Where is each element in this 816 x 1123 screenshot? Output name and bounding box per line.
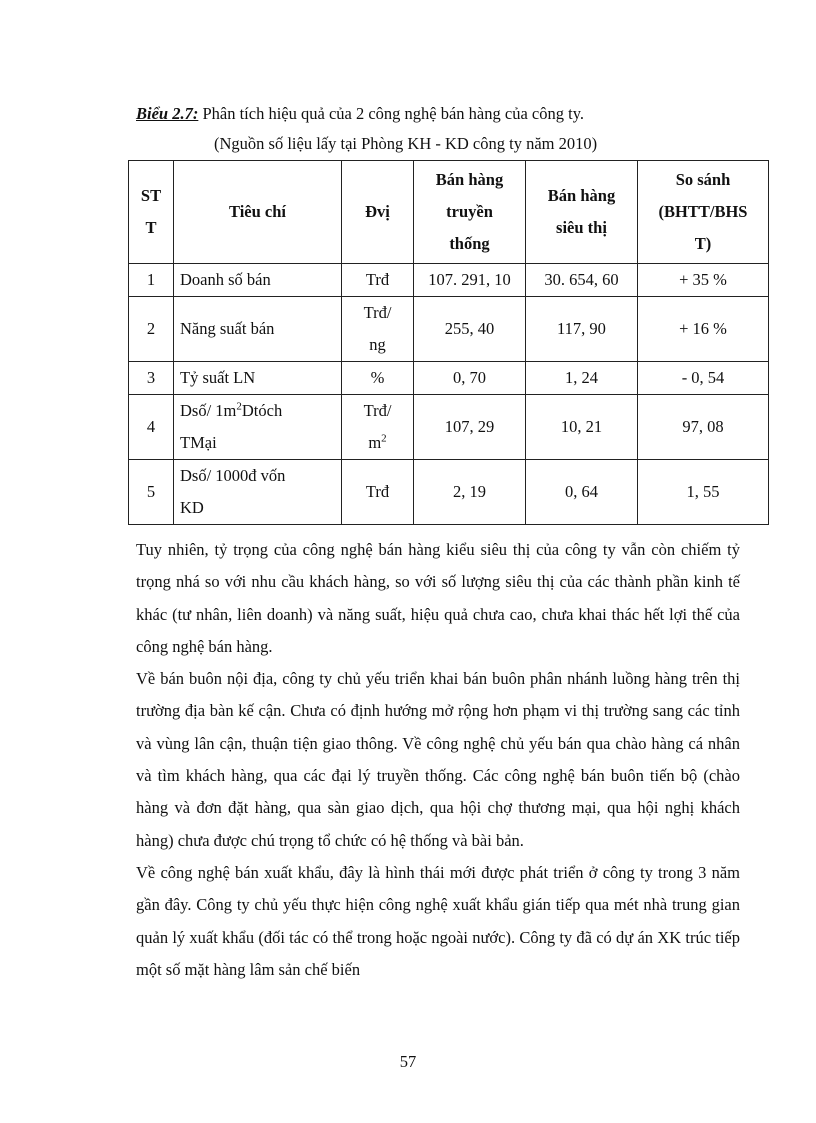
cell-sieu-thi: 10, 21: [526, 395, 638, 460]
comparison-table: [128, 160, 769, 525]
cell-truyen-thong: 0, 70: [414, 362, 526, 395]
cell-dvi: Trđ/ $m^2$: [342, 395, 414, 460]
cell-so-sanh: 97, 08: [638, 395, 769, 460]
header-tieu-chi: Tiêu chí: [174, 161, 342, 264]
cell-truyen-thong: 2, 19: [414, 460, 526, 525]
paragraph: Tuy nhiên, tỷ trọng của công nghệ bán hàng kiểu siêu thị của công ty vẫn còn chiếm tỷ trọng nhá so với nhu cầu khách hàng, so với số lượng siêu thị của các thành phần kinh tế khác (tư nhân, liên doanh) và năng suất, hiệu quả chưa cao, chưa khai thác hết lợi thế của công nghệ bán hàng.: [136, 540, 740, 656]
cell-sieu-thi: 1, 24: [526, 362, 638, 395]
table-row: [129, 297, 769, 362]
cell-dvi: Trđ/ ng: [342, 297, 414, 362]
caption-text: Phân tích hiệu quả của 2 công nghệ bán hàng của công ty.: [198, 104, 584, 123]
table-row: [129, 395, 769, 460]
header-dvi: Đvị: [342, 161, 414, 264]
cell-truyen-thong: 107, 29: [414, 395, 526, 460]
table-row: [129, 460, 769, 525]
cell-truyen-thong: 255, 40: [414, 297, 526, 362]
cell-so-sanh: + 35 %: [638, 264, 769, 297]
table-caption: [136, 104, 584, 124]
cell-tieu-chi: Dsố/ 1000đ vốn KD: [174, 460, 342, 525]
table-row: [129, 362, 769, 395]
cell-tieu-chi: Dsố/ $1m^2Dtóch$ TMại: [174, 395, 342, 460]
cell-so-sanh: + 16 %: [638, 297, 769, 362]
cell-dvi: Trđ: [342, 264, 414, 297]
table-row: [129, 264, 769, 297]
header-row: [129, 161, 769, 264]
cell-dvi: %: [342, 362, 414, 395]
cell-tieu-chi: Năng suất bán: [174, 297, 342, 362]
page-number: 57: [399, 1052, 417, 1071]
cell-stt: 3: [129, 362, 174, 395]
cell-so-sanh: 1, 55: [638, 460, 769, 525]
paragraph: Về bán buôn nội địa, công ty chủ yếu triển khai bán buôn phân nhánh luồng hàng trên thị trường địa bàn kế cận. Chưa có định hướng mở rộng hơn phạm vi thị trường sang các tỉnh và vùng lân cận, thuận tiện giao thông. Về công nghệ chủ yếu bán qua chào hàng cá nhân và tìm khách hàng, qua các đại lý truyền thống. Các công nghệ bán buôn tiến bộ (chào hàng và đơn đặt hàng, qua sàn giao dịch, qua hội chợ thương mại, qua hội nghị khách hàng) chưa được chú trọng tổ chức có hệ thống và bài bản.: [136, 669, 740, 850]
cell-stt: 1: [129, 264, 174, 297]
cell-stt: 4: [129, 395, 174, 460]
header-sieu-thi: Bán hàng siêu thị: [526, 161, 638, 264]
body-text: [136, 534, 740, 986]
cell-truyen-thong: 107. 291, 10: [414, 264, 526, 297]
paragraph: Về công nghệ bán xuất khẩu, đây là hình thái mới được phát triển ở công ty trong 3 năm gần đây. Công ty chủ yếu thực hiện công nghệ xuất khẩu gián tiếp qua mét nhà trung gian quản lý xuất khẩu (đối tác có thể trong hoặc ngoài nước). Công ty đã có dự án XK trúc tiếp một số mặt hàng lâm sản chế biến: [136, 862, 740, 979]
header-truyen-thong: Bán hàng truyền thống: [414, 161, 526, 264]
caption-label: Biểu 2.7:: [136, 104, 199, 123]
cell-tieu-chi: Tỷ suất LN: [174, 362, 342, 395]
cell-sieu-thi: 0, 64: [526, 460, 638, 525]
cell-sieu-thi: 117, 90: [526, 297, 638, 362]
cell-sieu-thi: 30. 654, 60: [526, 264, 638, 297]
cell-dvi: Trđ: [342, 460, 414, 525]
cell-stt: 2: [129, 297, 174, 362]
header-stt: ST T: [129, 161, 174, 264]
header-so-sanh: So sánh (BHTT/BHS T): [638, 161, 769, 264]
cell-stt: 5: [129, 460, 174, 525]
source-note: (Nguồn số liệu lấy tại Phòng KH - KD công ty năm 2010): [214, 134, 598, 153]
cell-tieu-chi: Doanh số bán: [174, 264, 342, 297]
cell-so-sanh: - 0, 54: [638, 362, 769, 395]
